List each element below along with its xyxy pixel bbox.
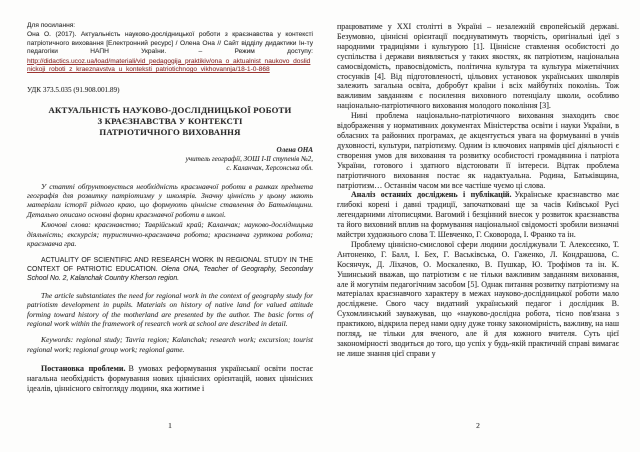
article-title-line: З КРАЄЗНАВСТВА У КОНТЕКСТІ [97,116,243,127]
keywords-ua [27,220,313,248]
section-problem-statement [27,364,313,394]
author-block [27,146,313,172]
keywords-ua-list: краєзнавство; Таврійський край; Каланчак; науково-дослідницька діяльність; екскурсія; туристично-краєзнавча робота; краєзнавча гурткова робота; краєзнавча гра. [27,220,314,249]
paragraph-national-education: Нині проблема національно-патріотичного виховання знаходить своє відображення у нормативних документах Міністерства освіти і науки України, в обласних та районних програмах, де акцентується увага на формуванні в учнів духовності, культури, патріотизму. Одним із ключових напрямів цієї діяльності є створення умов для виховання та розвитку особистості громадянина і патріота України, готового і здатного відстоювати її інтереси. Відтак проблема патріотичного виховання постає як надактуальна. Родина, Батьківщина, патріотизм… Останнім часом ми все частіше чуємо ці слова. [337,111,619,190]
author-location: с. Каланчак, Херсонська обл. [226,163,313,172]
page-2 [337,22,619,452]
paragraph-researchers: Проблему ціннісно-смислової сфери людини досліджували Т. Алексєєнко, Т. Антоненко, Г. Балл, І. Бех, Г. Васьківська, О. Гаженко, Л. Кондрашова, С. Косянчук, Д. Ліхачов, О. Москаленко, В. Пушкар, Ю. Трофімов та ін. К. Ушинський вважав, що патріотизм є не тільки важливим завданням виховання, але й могутнім педагогічним засобом [5]. Однак питання розвитку патріотизму на матеріалах краєзнавчого характеру в межах науково-дослідницької роботи мало досліджене. Свого часу видатний український педагог і дослідник В. Сухомлинський зауважував, що «науково-дослідна робота, тісно пов'язана з практикою, відкрила перед нами одну дуже тонку закономірність, важливу, на наш погляд, не тільки для вченого, але й для кожного вчителя. Суть цієї закономірності зводиться до того, що успіх у будь-якій практичній справі вимагає не лише знання цієї справи у [337,239,620,358]
keywords-en-list: regional study; Tavria region; Kalanchak; research work; excursion; tourist regional work; regional group work; regional game. [27,335,314,354]
citation-body: Она О. (2017). Актуальність науково-дослідницької роботи з краєзнавства у контексті патріотичного виховання [Електронний ресурс] / Олена Она // Сайт відділу дидактики Ін-ту педагогіки НАПН України. – Режим доступу: [27,31,313,56]
citation-label: Для посилання: [27,22,76,29]
keywords-en-label: Keywords: [41,335,74,345]
article-title-line: АКТУАЛЬНІСТЬ НАУКОВО-ДОСЛІДНИЦЬКОЇ РОБОТИ [48,105,292,116]
section-analysis-text: Українське краєзнавство має глибокі корені і давні традиції, започатковані ще за часів Київської Русі легендарними літописцями. Вагомий і безцінний внесок у розвиток краєзнавства та його виховний вплив на формування національної свідомості зробили визначні майстри художнього слова Т. Шевченко, Г. Сковорода, І. Франко та ін. [337,190,620,240]
page-1 [27,22,313,452]
udc-code: УДК 373.5.035 (91.908.001.89) [27,86,120,95]
keywords-en [27,335,313,354]
author-name: Олена ОНА [276,146,313,155]
author-role: учитель географії, ЗОШ І-ІІ ступенів №2, [185,155,313,164]
citation-text [27,31,313,74]
author-en: Olena ONA, Teacher of Geography, Secondary School No. 2, Kalanchak Country Kherson region. [27,266,314,283]
article-title [27,105,313,137]
abstract-ua: У статті обґрунтовується необхідність краєзнавчої роботи в рамках предмета географія для розвитку патріотизму у школярів. Значну цінність у цьому мають матеріали історії рідного краю, що формують ціннісне ставлення до Батьківщини. Детально описано основні форми краєзнавчої роботи в школі. [27,181,313,219]
title-en-caps: ACTUALITY OF SCIENTIFIC AND RESEARCH WORK IN REGIONAL STUDY IN THE CONTEXT OF PATRIOTIC EDUCATION. [27,257,313,274]
section-problem-statement-text: В умовах реформування української освіти постає нагальна необхідність формування нових ціннісних орієнтацій, нових ціннісних ідеалів, ціннісного світогляду людини, яка житиме і [27,364,313,394]
article-title-line: ПАТРІОТИЧНОГО ВИХОВАННЯ [99,126,241,137]
citation-block [27,22,313,74]
abstract-en: The article substantiates the need for regional work in the context of geography study for patriotism development in pupils. Materials on history of native land for valued attitude forming toward history of the motherland are presented by the author. The basic forms of regional work within the framework of research work at school are described in detail. [27,290,313,329]
section-analysis [337,190,619,240]
section-problem-statement-heading: Постановка проблеми. [41,364,126,374]
page-number-2: 2 [476,421,480,430]
citation-url-link[interactable]: http://didactics.ucoz.ua/load/materiali/vid_pedagogija_praktikiv/ona_o_aktualnist_naukovo_doslidnickoji_roboti_z_kraeznavstva_u_konteksti_patriotichnogo_vikhovannja/18-1-0-868 [27,57,311,74]
page-number-1: 1 [168,421,172,430]
section-analysis-heading: Аналіз останніх досліджень і публікацій. [351,190,512,200]
keywords-ua-label: Ключові слова: [41,220,91,230]
title-en [27,257,313,283]
paragraph-continuation: працюватиме у XXI столітті в Україні – незалежній європейській державі. Безумовно, ціннісні орієнтації поєднуватимуть творчість, оригінальні ідеї з народними традиціями і культурою [1]. Ціннісне ставлення особистості до суспільства і держави виявляється у таких якостях, як патріотизм, національна самосвідомість, правосвідомість, політична культура та культура міжетнічних стосунків [4]. Від підготовленості, цільових установок українських школярів залежить загальна освіта, добробут країни і всіх майбутніх поколінь. Тож важливим завданням є посилення виховного потенціалу школи, особливо національно-патріотичного виховання молодого покоління [3]. [337,22,619,111]
